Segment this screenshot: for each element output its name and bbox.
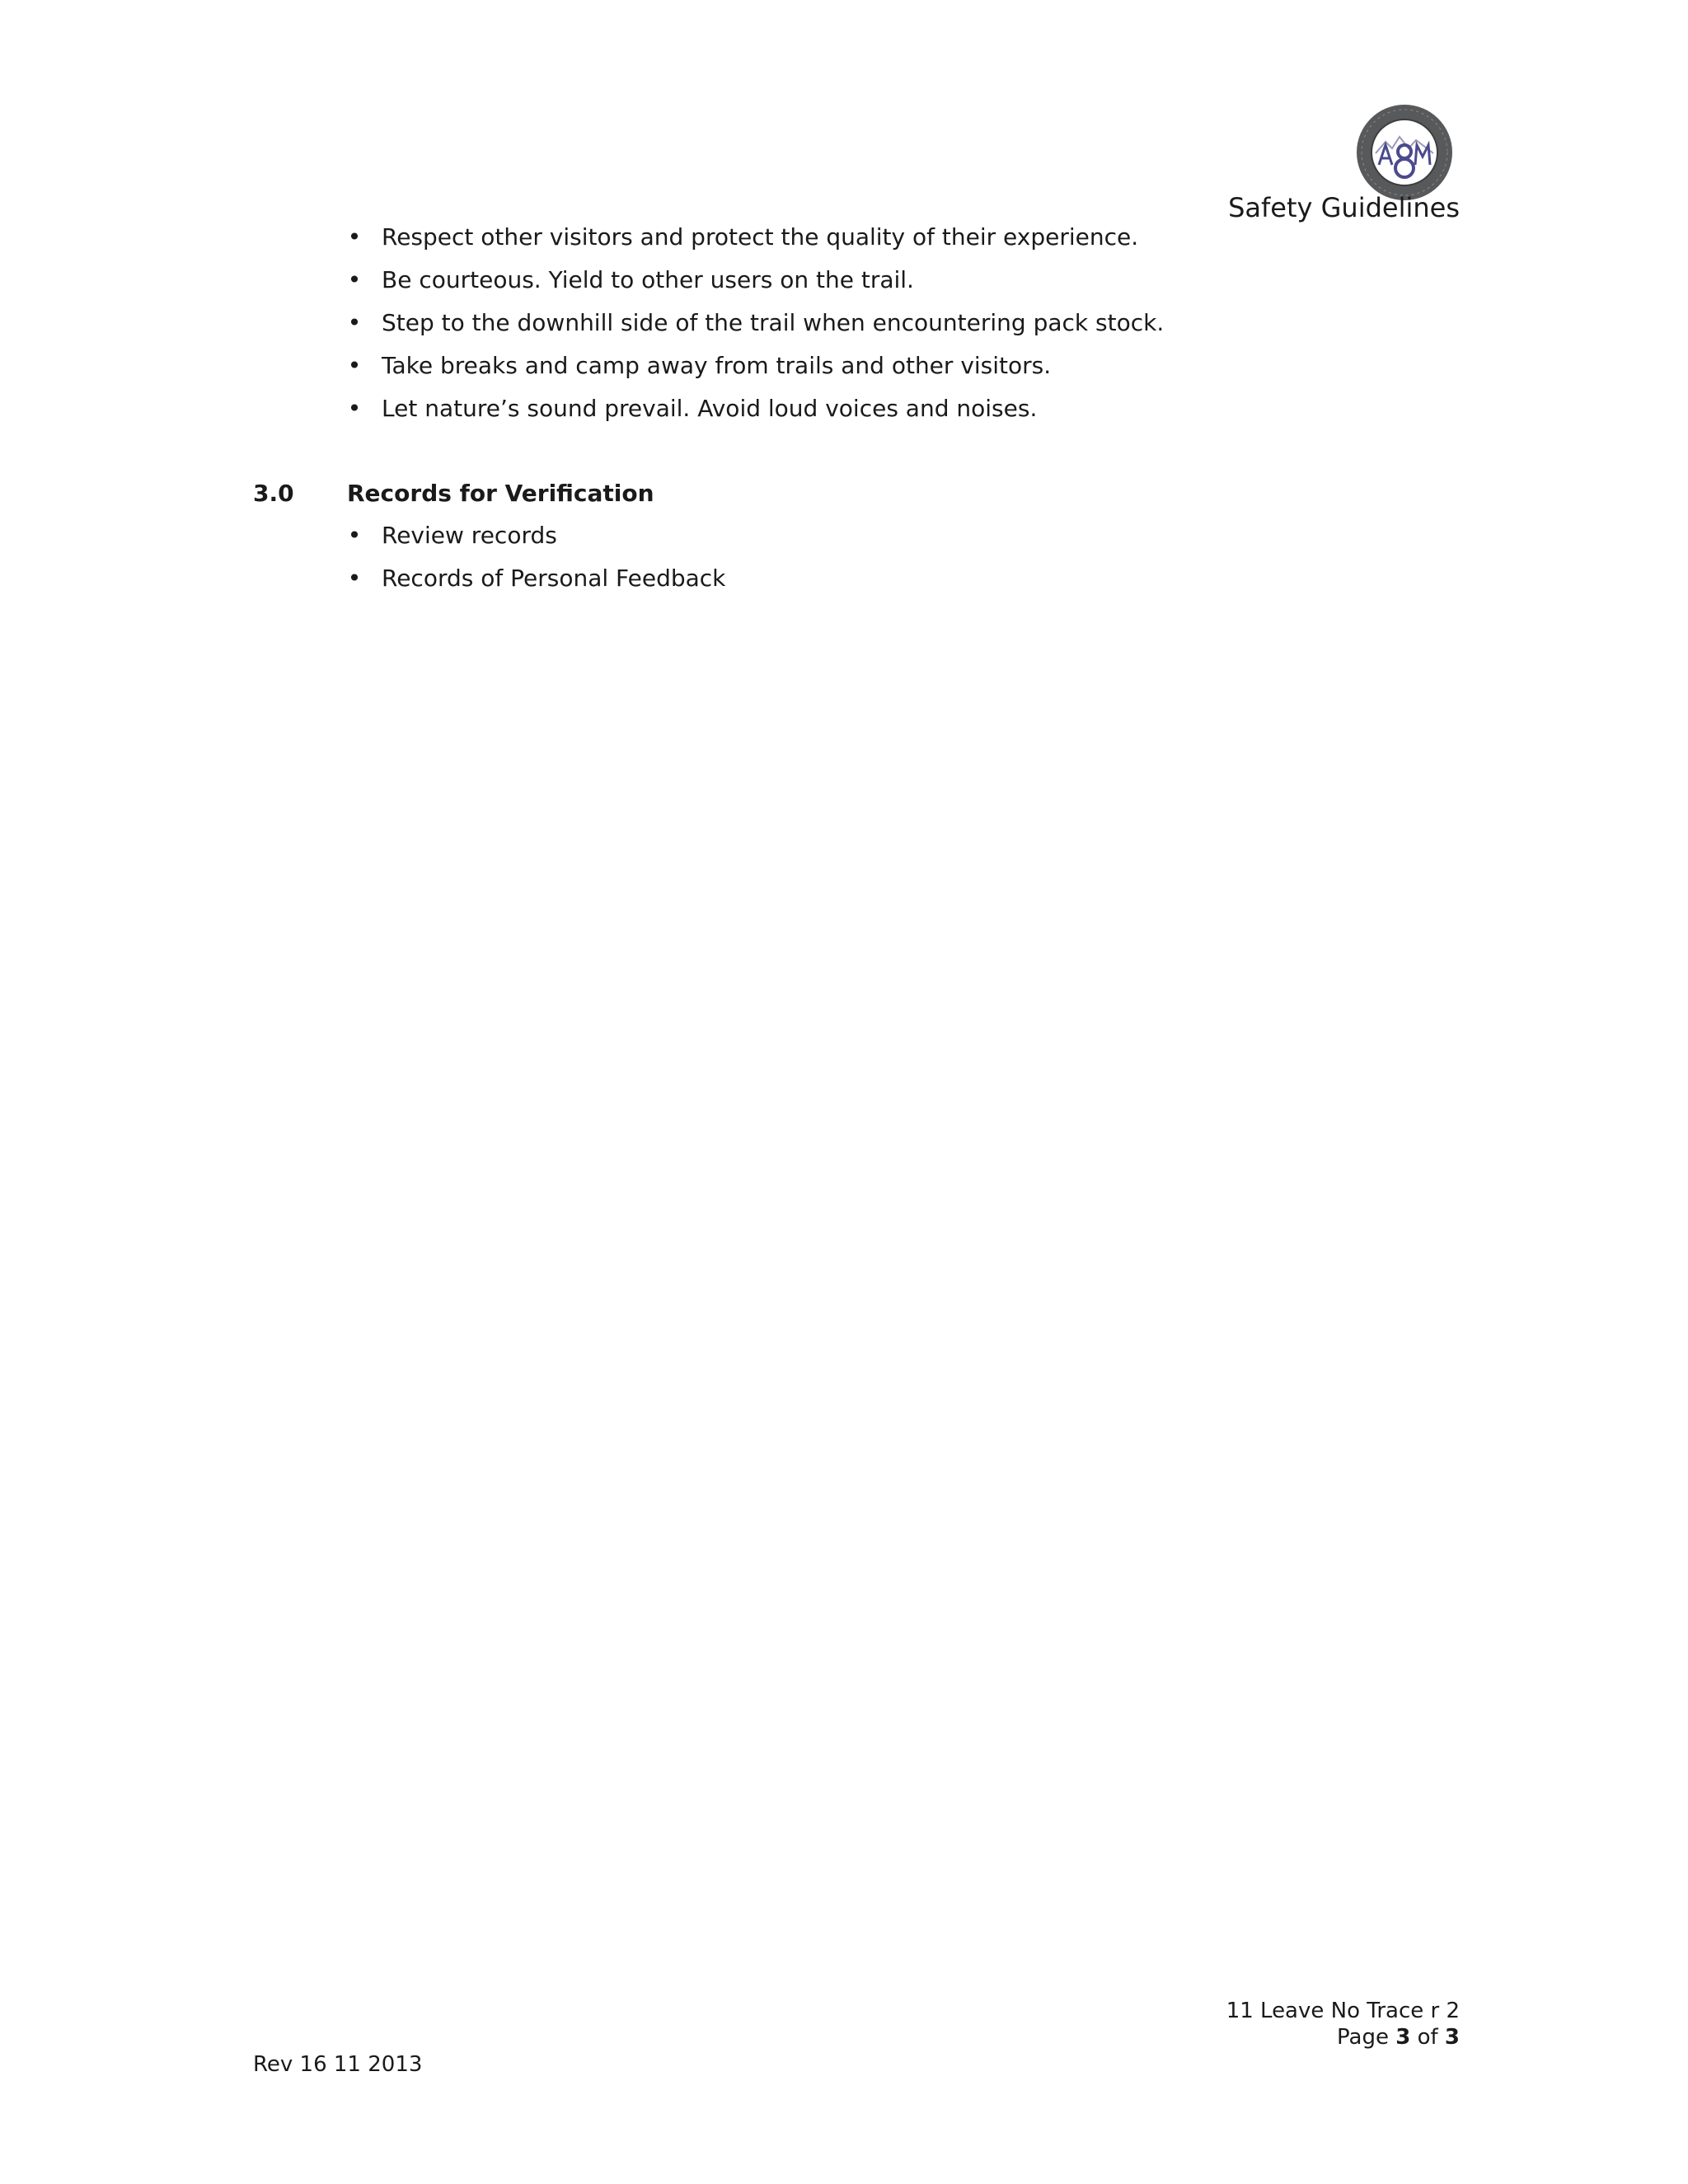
list-item-text: Records of Personal Feedback — [382, 565, 726, 592]
footer-page-number — [1226, 2024, 1460, 2050]
bullet-marker: • — [347, 352, 362, 379]
list-item-text: Respect other visitors and protect the quality of their experience. — [382, 223, 1139, 251]
section-number: 3.0 — [253, 480, 294, 507]
list-item — [346, 344, 1164, 387]
list-item-text: Let nature’s sound prevail. Avoid loud voices and noises. — [382, 395, 1038, 422]
list-item — [346, 302, 1164, 344]
list-item — [346, 259, 1164, 302]
page-current: 3 — [1395, 2025, 1411, 2050]
organization-logo-icon — [1354, 102, 1455, 203]
bullet-marker: • — [347, 565, 362, 592]
section-title: Records for Verification — [347, 480, 654, 507]
bullet-marker: • — [347, 395, 362, 422]
bullet-marker: • — [347, 266, 362, 293]
page-of-label: of — [1417, 2025, 1438, 2050]
bullet-marker: • — [347, 223, 362, 251]
list-item — [346, 216, 1164, 259]
footer-document-name: 11 Leave No Trace r 2 — [1226, 1999, 1460, 2023]
list-item — [346, 387, 1164, 430]
list-item — [346, 514, 725, 557]
list-item-text: Take breaks and camp away from trails and other visitors. — [382, 352, 1052, 379]
bullet-marker: • — [347, 309, 362, 336]
footer-document-info — [1226, 1998, 1460, 2050]
page-total: 3 — [1444, 2025, 1460, 2050]
page-label: Page — [1337, 2025, 1389, 2050]
bullet-marker: • — [347, 522, 362, 549]
list-item-text: Be courteous. Yield to other users on the trail. — [382, 266, 914, 293]
header-title: Safety Guidelines — [1228, 192, 1460, 223]
courtesy-bullet-list — [346, 216, 1164, 430]
list-item-text: Step to the downhill side of the trail when encountering pack stock. — [382, 309, 1165, 336]
footer-revision: Rev 16 11 2013 — [253, 2052, 423, 2077]
list-item-text: Review records — [382, 522, 557, 549]
records-bullet-list — [346, 514, 725, 600]
list-item — [346, 557, 725, 600]
